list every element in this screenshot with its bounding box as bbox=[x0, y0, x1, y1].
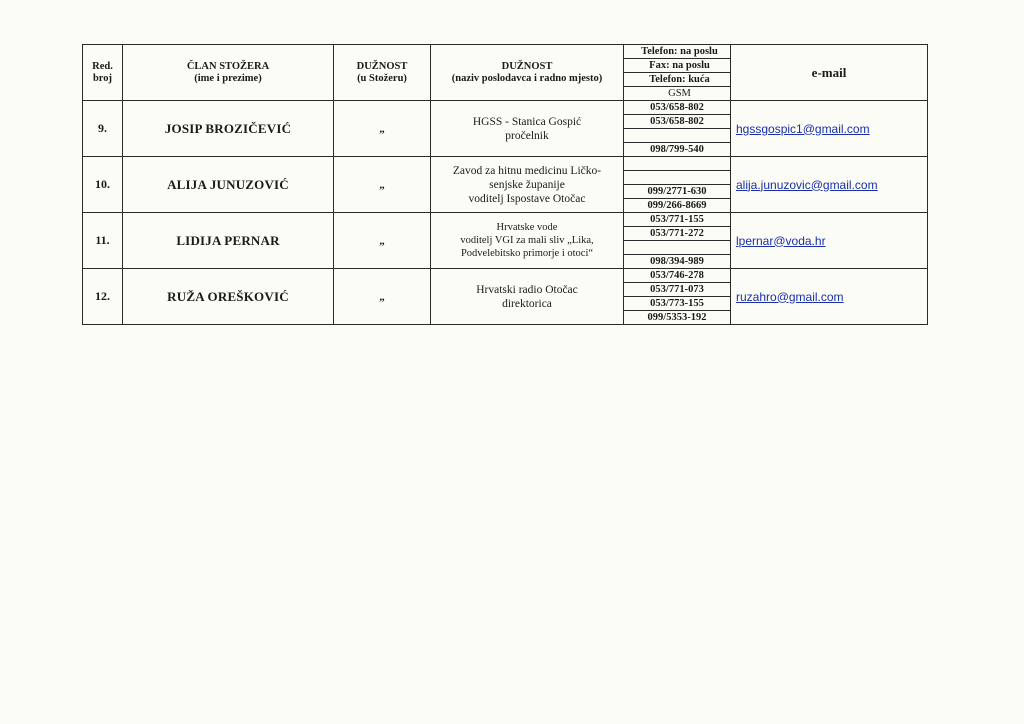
fax-work: 053/771-073 bbox=[624, 283, 731, 297]
header-clan-title: ČLAN STOŽERA bbox=[186, 60, 270, 72]
phone-work: 053/746-278 bbox=[624, 269, 731, 283]
phone-work bbox=[624, 157, 731, 171]
table-row bbox=[83, 157, 928, 171]
phone-work: 053/771-155 bbox=[624, 213, 731, 227]
phone-home: 053/773-155 bbox=[624, 297, 731, 311]
email-link[interactable]: alija.junuzovic@gmail.com bbox=[736, 177, 878, 192]
employer-line: Zavod za hitnu medicinu Ličko- bbox=[452, 164, 602, 177]
employer-cell bbox=[431, 213, 624, 269]
header-duznost-stozer bbox=[334, 45, 431, 101]
staff-duty: „ bbox=[334, 269, 431, 325]
table-row bbox=[83, 269, 928, 283]
phone-gsm: 098/394-989 bbox=[624, 255, 731, 269]
header-email: e-mail bbox=[731, 45, 928, 101]
header-duznost-sub: (u Stožeru) bbox=[357, 72, 407, 84]
phone-gsm: 099/266-8669 bbox=[624, 199, 731, 213]
employer-line: Hrvatske vode bbox=[496, 222, 558, 233]
employer-line: HGSS - Stanica Gospić bbox=[472, 115, 582, 128]
header-red-broj bbox=[83, 45, 123, 101]
email-link[interactable]: ruzahro@gmail.com bbox=[736, 289, 844, 304]
phone-work: 053/658-802 bbox=[624, 101, 731, 115]
email-link[interactable]: lpernar@voda.hr bbox=[736, 233, 826, 248]
row-number: 10. bbox=[83, 157, 123, 213]
member-name: RUŽA OREŠKOVIĆ bbox=[123, 269, 334, 325]
staff-duty: „ bbox=[334, 157, 431, 213]
table-row bbox=[83, 213, 928, 227]
header-duznost2-title: DUŽNOST bbox=[501, 60, 553, 72]
header-duznost-title: DUŽNOST bbox=[356, 60, 408, 72]
member-name: JOSIP BROZIČEVIĆ bbox=[123, 101, 334, 157]
table-row bbox=[83, 101, 928, 115]
member-name: LIDIJA PERNAR bbox=[123, 213, 334, 269]
fax-work bbox=[624, 171, 731, 185]
header-broj-label: broj bbox=[92, 72, 113, 84]
email-cell bbox=[731, 269, 928, 325]
employer-line: voditelj Ispostave Otočac bbox=[468, 192, 586, 205]
header-clan-stozera bbox=[123, 45, 334, 101]
header-red-label: Red. bbox=[92, 60, 113, 72]
employer-cell bbox=[431, 157, 624, 213]
header-fax-posao: Fax: na poslu bbox=[624, 59, 731, 73]
header-row bbox=[83, 45, 928, 59]
header-duznost2-sub: (naziv poslodavca i radno mjesto) bbox=[451, 72, 603, 84]
header-gsm: GSM bbox=[624, 87, 731, 101]
row-number: 11. bbox=[83, 213, 123, 269]
member-name: ALIJA JUNUZOVIĆ bbox=[123, 157, 334, 213]
header-clan-sub: (ime i prezime) bbox=[194, 72, 262, 84]
fax-work: 053/658-802 bbox=[624, 115, 731, 129]
staff-duty: „ bbox=[334, 101, 431, 157]
crisis-staff-table bbox=[82, 44, 928, 325]
email-cell bbox=[731, 157, 928, 213]
employer-cell bbox=[431, 269, 624, 325]
email-cell bbox=[731, 213, 928, 269]
phone-home bbox=[624, 241, 731, 255]
header-telefon-kuca: Telefon: kuća bbox=[624, 73, 731, 87]
employer-cell bbox=[431, 101, 624, 157]
employer-line: voditelj VGI za mali sliv „Lika, bbox=[460, 235, 594, 246]
employer-line: senjske županije bbox=[489, 178, 565, 191]
employer-line: Hrvatski radio Otočac bbox=[476, 283, 578, 296]
row-number: 9. bbox=[83, 101, 123, 157]
employer-line: direktorica bbox=[502, 297, 552, 310]
employer-line: Podvelebitsko primorje i otoci“ bbox=[460, 248, 594, 259]
phone-gsm: 098/799-540 bbox=[624, 143, 731, 157]
fax-work: 053/771-272 bbox=[624, 227, 731, 241]
staff-duty: „ bbox=[334, 213, 431, 269]
phone-home: 099/2771-630 bbox=[624, 185, 731, 199]
phone-gsm: 099/5353-192 bbox=[624, 311, 731, 325]
header-telefon-posao: Telefon: na poslu bbox=[624, 45, 731, 59]
row-number: 12. bbox=[83, 269, 123, 325]
phone-home bbox=[624, 129, 731, 143]
email-link[interactable]: hgssgospic1@gmail.com bbox=[736, 121, 870, 136]
header-duznost-poslodavac bbox=[431, 45, 624, 101]
employer-line: pročelnik bbox=[505, 129, 549, 142]
email-cell bbox=[731, 101, 928, 157]
